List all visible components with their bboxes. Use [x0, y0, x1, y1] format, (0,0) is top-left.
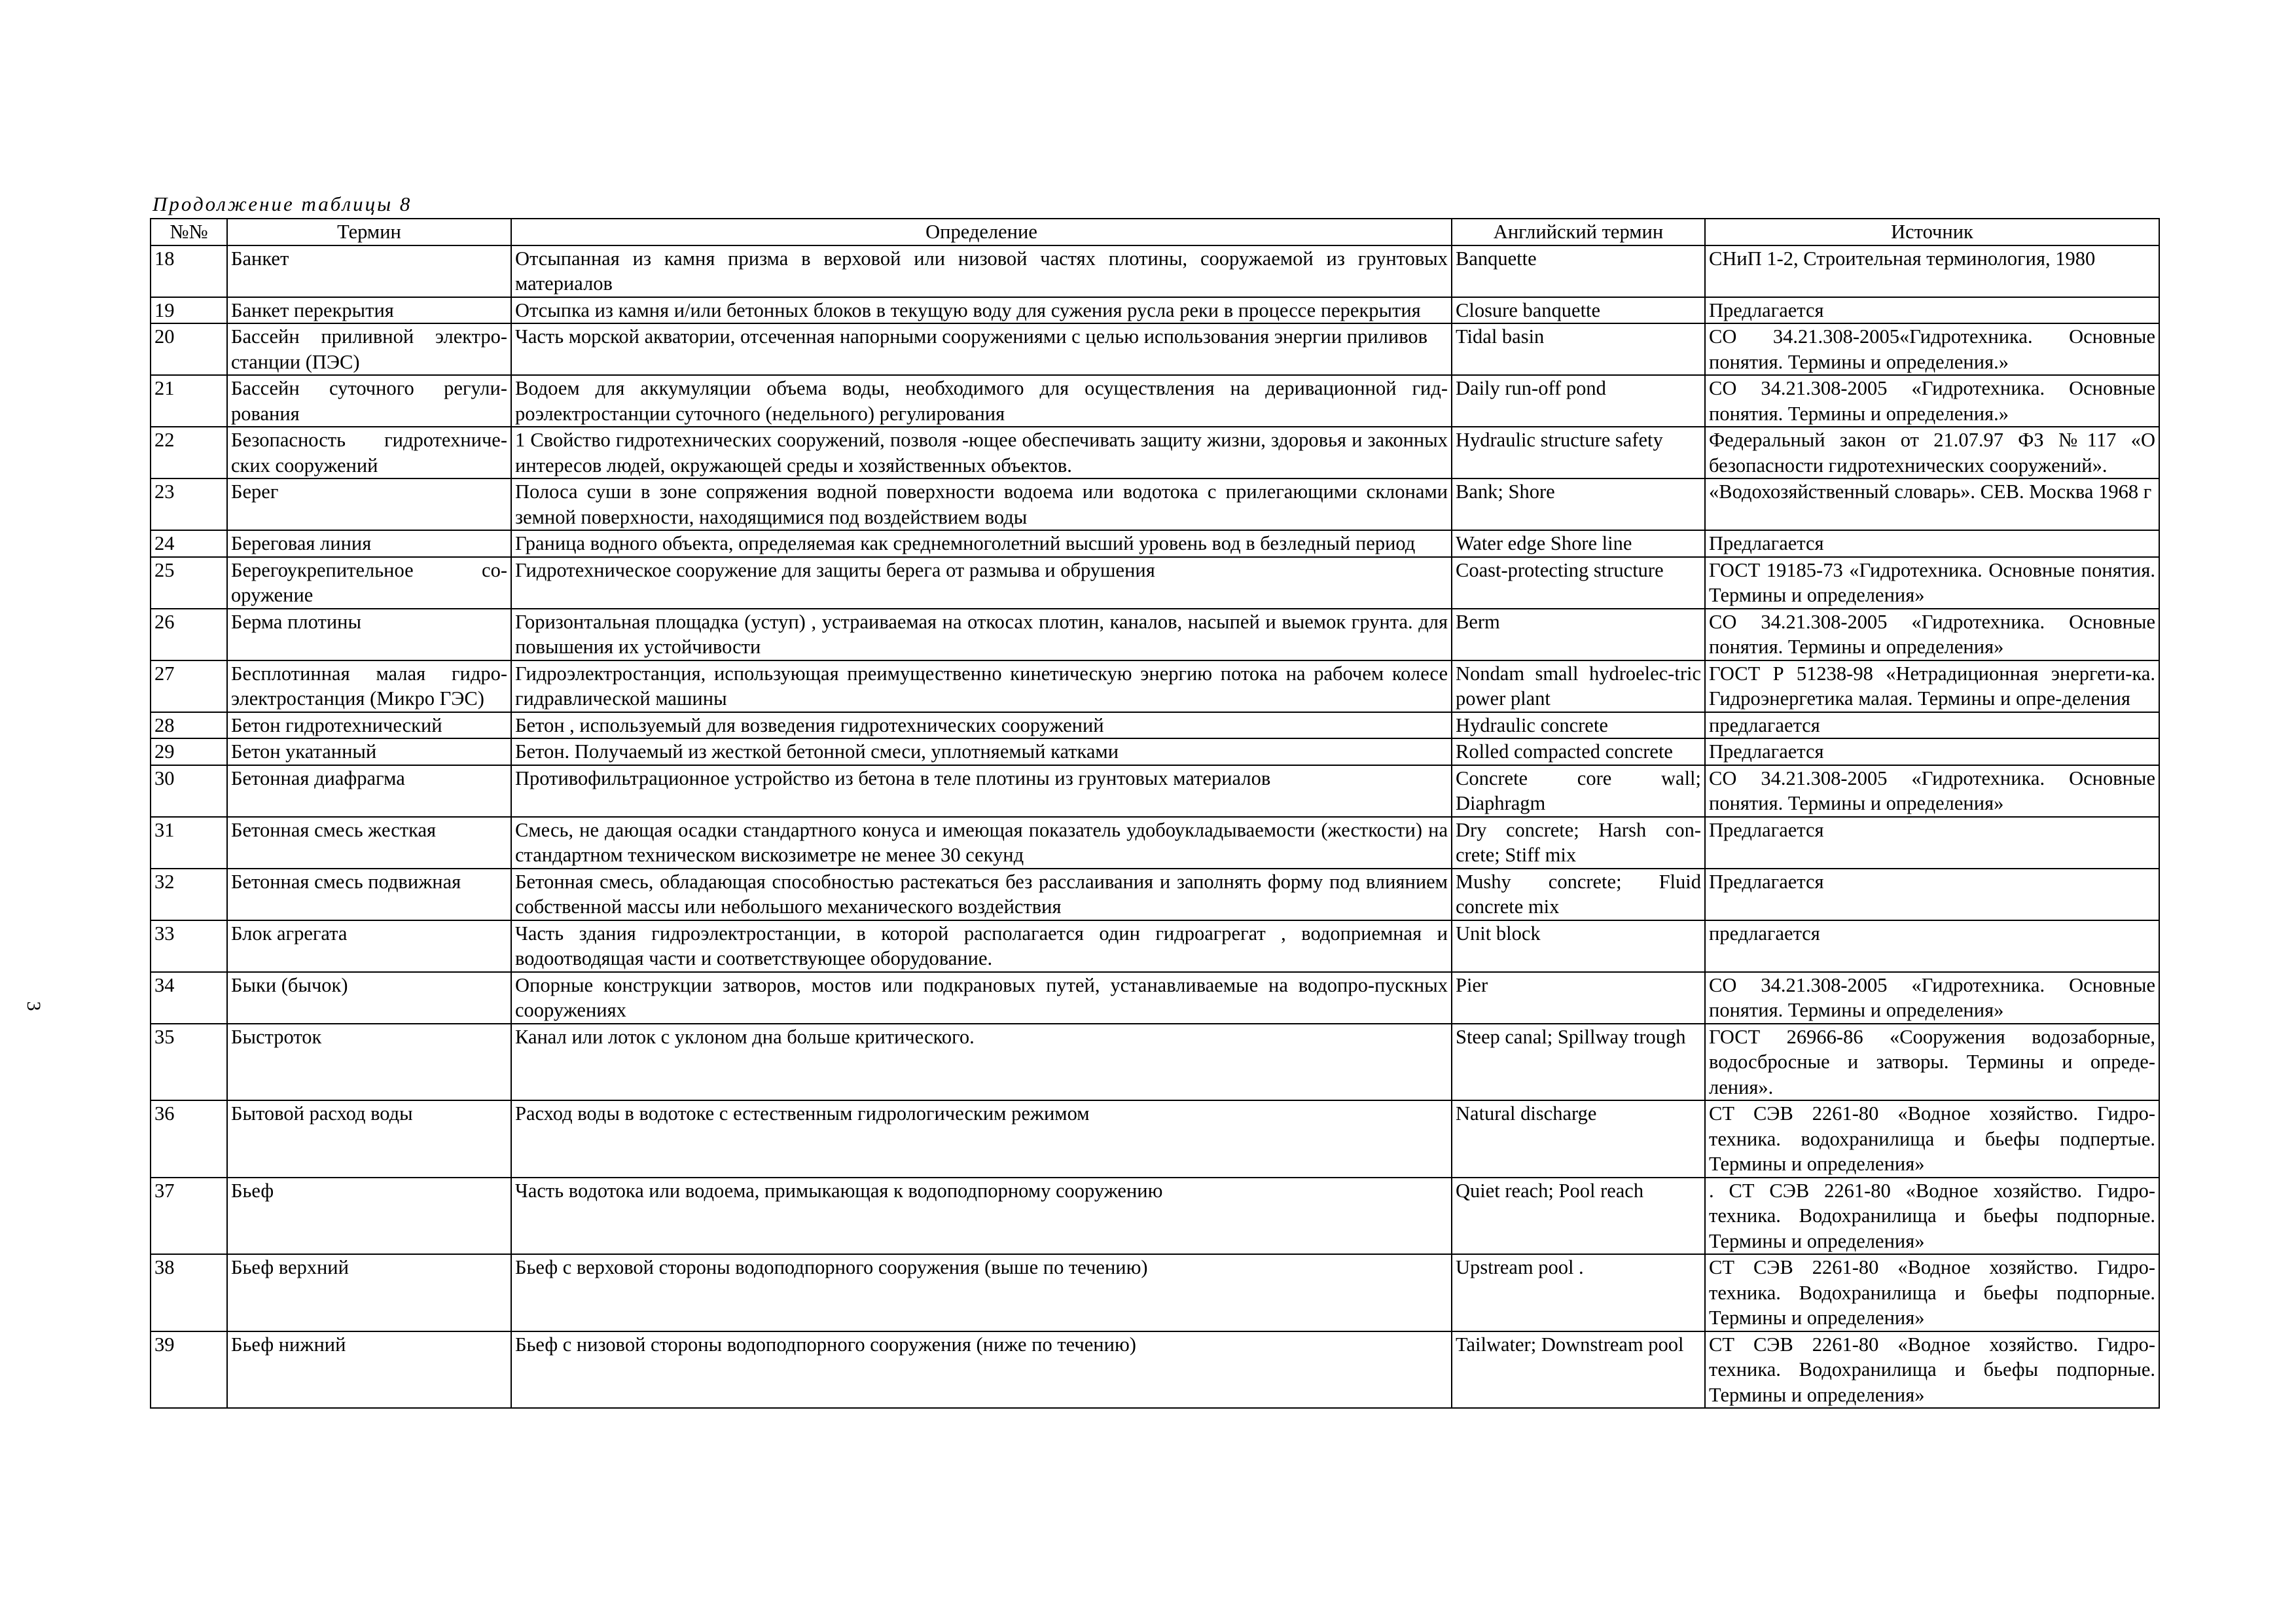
- cell-english: Nondam small hydroelec-tric power plant: [1452, 660, 1705, 712]
- cell-english: Unit block: [1452, 920, 1705, 972]
- cell-source: СО 34.21.308-2005 «Гидротехника. Основные понятия. Термины и определения»: [1705, 765, 2159, 817]
- cell-source: Предлагается: [1705, 297, 2159, 324]
- cell-definition: Часть водотока или водоема, примыкающая к водоподпорному сооружению: [511, 1178, 1452, 1255]
- cell-definition: 1 Свойство гидротехнических сооружений, позволя -ющее обеспечивать защиту жизни, здоровья и законных интересов людей, окружающей среды и хозяйственных объектов.: [511, 427, 1452, 478]
- cell-definition: Полоса суши в зоне сопряжения водной поверхности водоема или водотока с прилегающими склонами земной поверхности, находящимися под воздействием воды: [511, 478, 1452, 530]
- cell-source: ГОСТ Р 51238-98 «Нетрадиционная энергети-ка. Гидроэнергетика малая. Термины и опре-деления: [1705, 660, 2159, 712]
- cell-term: Банкет: [227, 245, 511, 297]
- cell-term: Бетонная смесь жесткая: [227, 817, 511, 869]
- table-row: [151, 738, 2159, 765]
- cell-english: Dry concrete; Harsh con-crete; Stiff mix: [1452, 817, 1705, 869]
- cell-num: 35: [151, 1024, 227, 1101]
- cell-num: 32: [151, 869, 227, 920]
- cell-num: 24: [151, 530, 227, 557]
- cell-definition: Смесь, не дающая осадки стандартного конуса и имеющая показатель удобоукладываемости (жесткости) на стандартном техническом вискозиметре не менее 30 секунд: [511, 817, 1452, 869]
- cell-source: СНиП 1-2, Строительная терминология, 1980: [1705, 245, 2159, 297]
- table-row: [151, 1254, 2159, 1331]
- cell-definition: Канал или лоток с уклоном дна больше критического.: [511, 1024, 1452, 1101]
- cell-source: «Водохозяйственный словарь». СЕВ. Москва 1968 г: [1705, 478, 2159, 530]
- table-row: [151, 1100, 2159, 1178]
- cell-definition: Часть здания гидроэлектростанции, в которой располагается один гидроагрегат , водоприемная и водоотводящая части и соответствующее оборудование.: [511, 920, 1452, 972]
- cell-english: Hydraulic structure safety: [1452, 427, 1705, 478]
- cell-source: Предлагается: [1705, 738, 2159, 765]
- table-row: [151, 478, 2159, 530]
- cell-english: Quiet reach; Pool reach: [1452, 1178, 1705, 1255]
- cell-source: Предлагается: [1705, 869, 2159, 920]
- table-row: [151, 375, 2159, 427]
- cell-term: Бьеф нижний: [227, 1331, 511, 1409]
- table-row: [151, 972, 2159, 1024]
- table-row: [151, 765, 2159, 817]
- cell-english: Water edge Shore line: [1452, 530, 1705, 557]
- table-row: [151, 1178, 2159, 1255]
- cell-num: 31: [151, 817, 227, 869]
- cell-english: Steep canal; Spillway trough: [1452, 1024, 1705, 1101]
- cell-english: Bank; Shore: [1452, 478, 1705, 530]
- cell-definition: Гидроэлектростанция, использующая преимущественно кинетическую энергию потока на рабочем колесе гидравлической машины: [511, 660, 1452, 712]
- table-row: [151, 1331, 2159, 1409]
- cell-english: Hydraulic concrete: [1452, 712, 1705, 739]
- cell-definition: Гидротехническое сооружение для защиты берега от размыва и обрушения: [511, 557, 1452, 609]
- cell-term: Бесплотинная малая гидро-электростанция (Микро ГЭС): [227, 660, 511, 712]
- table-row: [151, 609, 2159, 660]
- cell-definition: Часть морской акватории, отсеченная напорными сооружениями с целью использования энергии приливов: [511, 323, 1452, 375]
- cell-term: Безопасность гидротехниче-ских сооружений: [227, 427, 511, 478]
- table-header: [151, 219, 2159, 245]
- header-term: Термин: [227, 219, 511, 245]
- cell-definition: Бетон. Получаемый из жесткой бетонной смеси, уплотняемый катками: [511, 738, 1452, 765]
- cell-num: 21: [151, 375, 227, 427]
- cell-english: Concrete core wall; Diaphragm: [1452, 765, 1705, 817]
- cell-term: Берегоукрепительное со-оружение: [227, 557, 511, 609]
- cell-num: 29: [151, 738, 227, 765]
- table-row: [151, 1024, 2159, 1101]
- table-row: [151, 427, 2159, 478]
- cell-definition: Водоем для аккумуляции объема воды, необходимого для осуществления на деривационной гид-роэлектростанции суточного (недельного) регулирования: [511, 375, 1452, 427]
- cell-num: 39: [151, 1331, 227, 1409]
- cell-english: Mushy concrete; Fluid concrete mix: [1452, 869, 1705, 920]
- cell-english: Natural discharge: [1452, 1100, 1705, 1178]
- cell-num: 34: [151, 972, 227, 1024]
- cell-definition: Горизонтальная площадка (уступ) , устраиваемая на откосах плотин, каналов, насыпей и выемок грунта. для повышения их устойчивости: [511, 609, 1452, 660]
- cell-num: 33: [151, 920, 227, 972]
- table-row: [151, 245, 2159, 297]
- cell-source: СО 34.21.308-2005«Гидротехника. Основные понятия. Термины и определения.»: [1705, 323, 2159, 375]
- cell-source: СО 34.21.308-2005 «Гидротехника. Основные понятия. Термины и определения»: [1705, 972, 2159, 1024]
- cell-num: 38: [151, 1254, 227, 1331]
- cell-term: Бетонная смесь подвижная: [227, 869, 511, 920]
- cell-num: 25: [151, 557, 227, 609]
- cell-english: Daily run-off pond: [1452, 375, 1705, 427]
- cell-english: Pier: [1452, 972, 1705, 1024]
- cell-english: Tidal basin: [1452, 323, 1705, 375]
- cell-num: 19: [151, 297, 227, 324]
- cell-english: Rolled compacted concrete: [1452, 738, 1705, 765]
- table-row: [151, 920, 2159, 972]
- cell-source: СТ СЭВ 2261-80 «Водное хозяйство. Гидро-техника. водохранилища и бьефы подпертые. Термины и определения»: [1705, 1100, 2159, 1178]
- terms-table: [150, 218, 2160, 1409]
- cell-term: Берег: [227, 478, 511, 530]
- cell-term: Быстроток: [227, 1024, 511, 1101]
- cell-term: Бассейн суточного регули-рования: [227, 375, 511, 427]
- cell-source: . СТ СЭВ 2261-80 «Водное хозяйство. Гидро-техника. Водохранилища и бьефы подпорные. Термины и определения»: [1705, 1178, 2159, 1255]
- cell-num: 20: [151, 323, 227, 375]
- cell-num: 27: [151, 660, 227, 712]
- cell-definition: Бетонная смесь, обладающая способностью растекаться без расслаивания и заполнять форму под влиянием собственной массы или небольшого механического воздействия: [511, 869, 1452, 920]
- table-row: [151, 297, 2159, 324]
- cell-term: Банкет перекрытия: [227, 297, 511, 324]
- cell-num: 37: [151, 1178, 227, 1255]
- cell-definition: Отсыпка из камня и/или бетонных блоков в текущую воду для сужения русла реки в процессе перекрытия: [511, 297, 1452, 324]
- table-caption: Продолжение таблицы 8: [152, 192, 412, 215]
- cell-source: ГОСТ 19185-73 «Гидротехника. Основные понятия. Термины и определения»: [1705, 557, 2159, 609]
- cell-english: Banquette: [1452, 245, 1705, 297]
- cell-term: Берма плотины: [227, 609, 511, 660]
- table-row: [151, 660, 2159, 712]
- cell-english: Upstream pool .: [1452, 1254, 1705, 1331]
- cell-english: Berm: [1452, 609, 1705, 660]
- cell-term: Бьеф: [227, 1178, 511, 1255]
- cell-definition: Противофильтрационное устройство из бетона в теле плотины из грунтовых материалов: [511, 765, 1452, 817]
- cell-source: СТ СЭВ 2261-80 «Водное хозяйство. Гидро-техника. Водохранилища и бьефы подпорные. Термины и определения»: [1705, 1331, 2159, 1409]
- cell-source: Федеральный закон от 21.07.97 ФЗ №117 «О безопасности гидротехнических сооружений».: [1705, 427, 2159, 478]
- cell-source: Предлагается: [1705, 530, 2159, 557]
- page-number: 3: [23, 1001, 45, 1011]
- table-body: [151, 245, 2159, 1409]
- header-row: [151, 219, 2159, 245]
- cell-source: СО 34.21.308-2005 «Гидротехника. Основные понятия. Термины и определения»: [1705, 609, 2159, 660]
- cell-num: 36: [151, 1100, 227, 1178]
- cell-definition: Отсыпанная из камня призма в верховой или низовой частях плотины, сооружаемой из грунтовых материалов: [511, 245, 1452, 297]
- cell-term: Береговая линия: [227, 530, 511, 557]
- cell-definition: Опорные конструкции затворов, мостов или подкрановых путей, устанавливаемые на водопро-пускных сооружениях: [511, 972, 1452, 1024]
- cell-definition: Бьеф с низовой стороны водоподпорного сооружения (ниже по течению): [511, 1331, 1452, 1409]
- header-source: Источник: [1705, 219, 2159, 245]
- table-row: [151, 530, 2159, 557]
- table-row: [151, 323, 2159, 375]
- cell-english: Coast-protecting structure: [1452, 557, 1705, 609]
- cell-definition: Расход воды в водотоке с естественным гидрологическим режимом: [511, 1100, 1452, 1178]
- cell-num: 28: [151, 712, 227, 739]
- cell-term: Бетонная диафрагма: [227, 765, 511, 817]
- cell-term: Бетон гидротехнический: [227, 712, 511, 739]
- table-row: [151, 817, 2159, 869]
- cell-term: Блок агрегата: [227, 920, 511, 972]
- cell-num: 30: [151, 765, 227, 817]
- cell-definition: Бетон , используемый для возведения гидротехнических сооружений: [511, 712, 1452, 739]
- cell-definition: Граница водного объекта, определяемая как среднемноголетний высший уровень вод в безледный период: [511, 530, 1452, 557]
- cell-definition: Бьеф с верховой стороны водоподпорного сооружения (выше по течению): [511, 1254, 1452, 1331]
- header-num: №№: [151, 219, 227, 245]
- cell-source: Предлагается: [1705, 817, 2159, 869]
- cell-term: Бассейн приливной электро-станции (ПЭС): [227, 323, 511, 375]
- cell-english: Closure banquette: [1452, 297, 1705, 324]
- header-english: Английский термин: [1452, 219, 1705, 245]
- cell-english: Tailwater; Downstream pool: [1452, 1331, 1705, 1409]
- cell-source: СТ СЭВ 2261-80 «Водное хозяйство. Гидро-техника. Водохранилища и бьефы подпорные. Термины и определения»: [1705, 1254, 2159, 1331]
- cell-source: предлагается: [1705, 920, 2159, 972]
- header-definition: Определение: [511, 219, 1452, 245]
- cell-num: 22: [151, 427, 227, 478]
- cell-num: 23: [151, 478, 227, 530]
- cell-source: предлагается: [1705, 712, 2159, 739]
- cell-num: 26: [151, 609, 227, 660]
- cell-term: Быки (бычок): [227, 972, 511, 1024]
- cell-num: 18: [151, 245, 227, 297]
- cell-source: ГОСТ 26966-86 «Сооружения водозаборные, водосбросные и затворы. Термины и опреде-ления».: [1705, 1024, 2159, 1101]
- table-row: [151, 557, 2159, 609]
- cell-source: СО 34.21.308-2005 «Гидротехника. Основные понятия. Термины и определения.»: [1705, 375, 2159, 427]
- cell-term: Бьеф верхний: [227, 1254, 511, 1331]
- table-row: [151, 712, 2159, 739]
- cell-term: Бетон укатанный: [227, 738, 511, 765]
- cell-term: Бытовой расход воды: [227, 1100, 511, 1178]
- table-row: [151, 869, 2159, 920]
